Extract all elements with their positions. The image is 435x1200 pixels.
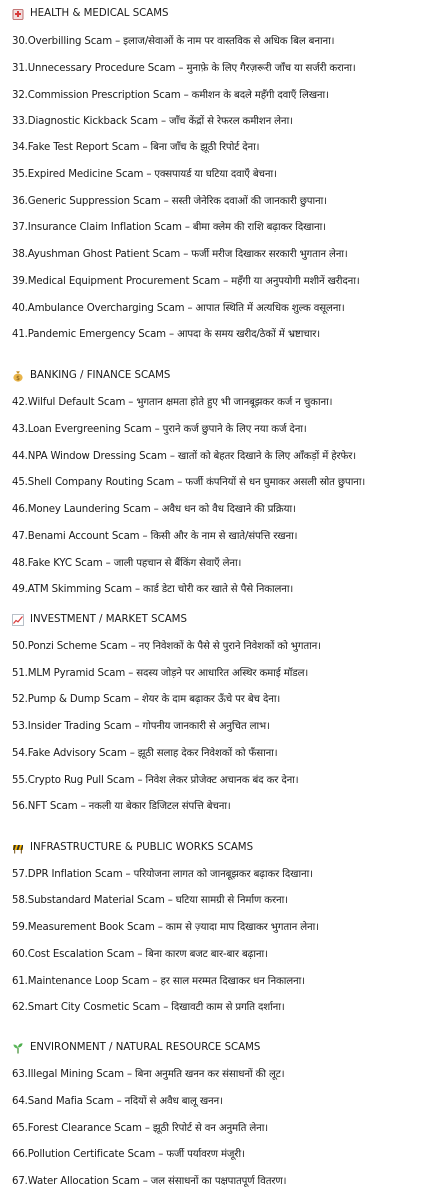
list-item: 34.Fake Test Report Scam – बिना जाँच के झूठी रिपोर्ट देना। — [12, 142, 260, 153]
money-bag-icon — [12, 370, 24, 382]
list-item: 53.Insider Trading Scam – गोपनीय जानकारी से अनुचित लाभ। — [12, 721, 270, 732]
list-item: 59.Measurement Book Scam – काम से ज़्यादा माप दिखाकर भुगतान लेना। — [12, 922, 319, 933]
section-title: INFRASTRUCTURE & PUBLIC WORKS SCAMS — [30, 842, 254, 853]
list-item: 62.Smart City Cosmetic Scam – दिखावटी काम से प्रगति दर्शाना। — [12, 1002, 285, 1013]
list-item: 66.Pollution Certificate Scam – फर्जी पर्यावरण मंजूरी। — [12, 1149, 245, 1160]
list-item: 60.Cost Escalation Scam – बिना कारण बजट बार-बार बढ़ाना। — [12, 949, 268, 960]
list-item: 48.Fake KYC Scam – जाली पहचान से बैंकिंग सेवाएँ लेना। — [12, 558, 242, 569]
list-item: 52.Pump & Dump Scam – शेयर के दाम बढ़ाकर ऊँचे पर बेच देना। — [12, 694, 281, 705]
list-item: 31.Unnecessary Procedure Scam – मुनाफ़े के लिए गैरज़रूरी जाँच या सर्जरी कराना। — [12, 63, 356, 74]
list-item: 45.Shell Company Routing Scam – फर्जी कंपनियों से धन घुमाकर असली स्रोत छुपाना। — [12, 477, 366, 488]
section-heading-environment — [12, 1041, 431, 1055]
list-item: 65.Forest Clearance Scam – झूठी रिपोर्ट से वन अनुमति लेना। — [12, 1123, 268, 1134]
list-item: 55.Crypto Rug Pull Scam – निवेश लेकर प्रोजेक्ट अचानक बंद कर देना। — [12, 775, 299, 786]
list-item: 41.Pandemic Emergency Scam – आपदा के समय खरीद/ठेकों में भ्रष्टाचार। — [12, 329, 320, 340]
list-item: 61.Maintenance Loop Scam – हर साल मरम्मत दिखाकर धन निकालना। — [12, 976, 305, 987]
list-item: 56.NFT Scam – नकली या बेकार डिजिटल संपत्ति बेचना। — [12, 801, 231, 812]
seedling-icon — [12, 1042, 24, 1054]
chart-increasing-icon — [12, 614, 24, 626]
section-title: ENVIRONMENT / NATURAL RESOURCE SCAMS — [30, 1042, 261, 1053]
list-item: 33.Diagnostic Kickback Scam – जाँच केंद्रों से रेफरल कमीशन लेना। — [12, 116, 293, 127]
hospital-icon — [12, 8, 24, 20]
list-item: 30.Overbilling Scam – इलाज/सेवाओं के नाम पर वास्तविक से अधिक बिल बनाना। — [12, 36, 335, 47]
list-item: 32.Commission Prescription Scam – कमीशन के बदले महँगी दवाएँ लिखना। — [12, 90, 329, 101]
section-heading-infrastructure — [12, 841, 431, 855]
list-item: 49.ATM Skimming Scam – कार्ड डेटा चोरी कर खाते से पैसे निकालना। — [12, 584, 294, 595]
list-item: 51.MLM Pyramid Scam – सदस्य जोड़ने पर आधारित अस्थिर कमाई मॉडल। — [12, 668, 309, 679]
list-item: 36.Generic Suppression Scam – सस्ती जेनेरिक दवाओं की जानकारी छुपाना। — [12, 196, 327, 207]
list-item: 57.DPR Inflation Scam – परियोजना लागत को जानबूझकर बढ़ाकर दिखाना। — [12, 869, 313, 880]
section-heading-investment — [12, 613, 431, 627]
list-item: 64.Sand Mafia Scam – नदियों से अवैध बालू खनन। — [12, 1096, 223, 1107]
list-item: 58.Substandard Material Scam – घटिया सामग्री से निर्माण करना। — [12, 895, 288, 906]
list-item: 35.Expired Medicine Scam – एक्सपायर्ड या घटिया दवाएँ बेचना। — [12, 169, 277, 180]
list-item: 63.Illegal Mining Scam – बिना अनुमति खनन कर संसाधनों की लूट। — [12, 1069, 285, 1080]
list-item: 46.Money Laundering Scam – अवैध धन को वैध दिखाने की प्रक्रिया। — [12, 504, 296, 515]
section-title: HEALTH & MEDICAL SCAMS — [30, 8, 169, 19]
list-item: 38.Ayushman Ghost Patient Scam – फर्जी मरीज दिखाकर सरकारी भुगतान लेना। — [12, 249, 348, 260]
list-item: 47.Benami Account Scam – किसी और के नाम से खाते/संपत्ति रखना। — [12, 531, 298, 542]
list-item: 42.Wilful Default Scam – भुगतान क्षमता होते हुए भी जानबूझकर कर्ज न चुकाना। — [12, 397, 333, 408]
section-title: INVESTMENT / MARKET SCAMS — [30, 614, 187, 625]
section-heading-banking — [12, 369, 431, 383]
list-item: 43.Loan Evergreening Scam – पुराने कर्ज छुपाने के लिए नया कर्ज देना। — [12, 424, 307, 435]
list-item: 67.Water Allocation Scam – जल संसाधनों का पक्षपातपूर्ण वितरण। — [12, 1176, 287, 1187]
list-item: 37.Insurance Claim Inflation Scam – बीमा क्लेम की राशि बढ़ाकर दिखाना। — [12, 222, 326, 233]
svg-text:$: $ — [16, 375, 20, 382]
list-item: 50.Ponzi Scheme Scam – नए निवेशकों के पैसे से पुराने निवेशकों को भुगतान। — [12, 641, 321, 652]
list-item: 54.Fake Advisory Scam – झूठी सलाह देकर निवेशकों को फँसाना। — [12, 748, 278, 759]
list-item: 40.Ambulance Overcharging Scam – आपात स्थिति में अत्यधिक शुल्क वसूलना। — [12, 303, 345, 314]
list-item: 44.NPA Window Dressing Scam – खातों को बेहतर दिखाने के लिए आँकड़ों में हेरफेर। — [12, 451, 356, 462]
section-title: BANKING / FINANCE SCAMS — [30, 370, 171, 381]
section-heading-health — [12, 7, 431, 21]
construction-icon — [12, 842, 24, 854]
list-item: 39.Medical Equipment Procurement Scam – महँगी या अनुपयोगी मशीनें खरीदना। — [12, 276, 360, 287]
